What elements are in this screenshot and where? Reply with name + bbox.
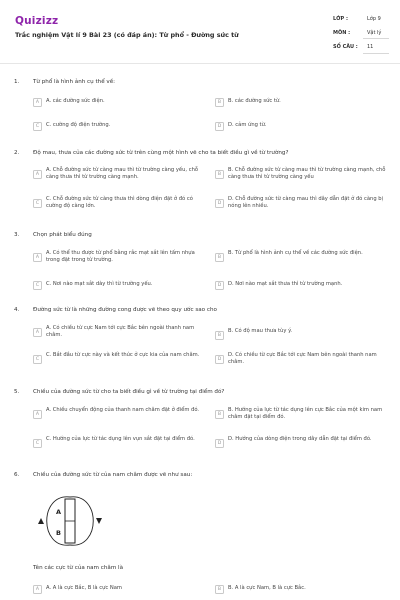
- option-text: B. Từ phổ là hình ảnh cụ thể về các đường sức điện.: [228, 250, 363, 256]
- question-number: 4.: [14, 307, 20, 313]
- option-text: C. Chỗ đường sức từ càng thưa thì dòng điện đặt ở đó có cường độ càng lớn.: [46, 196, 193, 210]
- pole-label-b: B: [56, 529, 61, 537]
- quizizz-logo: Quizizz: [15, 15, 59, 27]
- worksheet-title: Trắc nghiệm Vật lí 9 Bài 23 (có đáp án): Từ phổ - Đường sức từ: [15, 31, 239, 39]
- option-text: A. A là cực Bắc, B là cực Nam: [46, 585, 122, 591]
- option-text: A. Có chiều từ cực Nam tới cực Bắc bên ngoài thanh nam châm.: [46, 325, 195, 339]
- option-letter-box: C: [33, 281, 42, 290]
- option-letter-box: D: [215, 122, 224, 131]
- option-text: B. Hướng của lực từ tác dụng lên cực Bắc của một kim nam châm đặt tại điểm đó.: [228, 407, 383, 421]
- option-text: D. Hướng của dòng điện trong dây dẫn đặt tại điểm đó.: [228, 436, 372, 442]
- option-letter-box: B: [215, 170, 224, 179]
- question-text: Đường sức từ là những đường cong được vẽ theo quy ước sao cho: [33, 307, 217, 313]
- option-text: D. Nơi nào mạt sắt thưa thì từ trường mạnh.: [228, 281, 343, 287]
- option-letter-box: C: [33, 122, 42, 131]
- option-letter-box: A: [33, 170, 42, 179]
- option-text: C. cường độ điện trường.: [46, 122, 111, 128]
- magnet-field-diagram: [35, 491, 105, 551]
- arrow-left-icon: [38, 518, 44, 524]
- question-subtext: Tên các cực từ của nam châm là: [33, 565, 124, 571]
- option-text: C. Hướng của lực từ tác dụng lên vụn sắt đặt tại điểm đó.: [46, 436, 195, 442]
- option-text: D. cảm ứng từ.: [228, 122, 267, 128]
- meta-subject-underline: [363, 38, 389, 39]
- question-number: 3.: [14, 232, 20, 238]
- pole-label-a: A: [56, 508, 62, 516]
- option-letter-box: B: [215, 253, 224, 262]
- question-number: 1.: [14, 79, 20, 85]
- option-text: B. Có độ mau thưa tùy ý.: [228, 328, 293, 334]
- question-number: 2.: [14, 150, 20, 156]
- option-letter-box: A: [33, 585, 42, 594]
- option-text: A. Chiều chuyển động của thanh nam châm đặt ở điểm đó.: [46, 407, 200, 413]
- option-text: A. các đường sức điện.: [46, 98, 105, 104]
- option-letter-box: C: [33, 355, 42, 364]
- option-letter-box: B: [215, 98, 224, 107]
- option-letter-box: C: [33, 439, 42, 448]
- option-text: B. Chỗ đường sức từ càng mau thì từ trường càng mạnh, chỗ càng thưa thì từ trường càng yếu: [228, 167, 386, 181]
- meta-count-underline: [363, 53, 389, 54]
- question-text: Chiều của đường sức từ cho ta biết điều gì về từ trường tại điểm đó?: [33, 389, 225, 395]
- option-text: B. A là cực Nam, B là cực Bắc.: [228, 585, 306, 591]
- meta-grade-label: LỚP :: [333, 16, 348, 22]
- option-text: C. Nơi nào mạt sắt dày thì từ trường yếu.: [46, 281, 153, 287]
- meta-subject-value: Vật lý: [367, 30, 382, 36]
- option-letter-box: D: [215, 199, 224, 208]
- question-text: Độ mau, thưa của các đường sức từ trên cùng một hình vẽ cho ta biết điều gì về từ trường?: [33, 150, 289, 156]
- meta-count-label: SỐ CÂU :: [333, 44, 358, 50]
- meta-count-value: 11: [367, 44, 374, 50]
- option-letter-box: A: [33, 328, 42, 337]
- option-text: B. các đường sức từ.: [228, 98, 281, 104]
- option-letter-box: B: [215, 410, 224, 419]
- option-letter-box: D: [215, 355, 224, 364]
- option-letter-box: A: [33, 410, 42, 419]
- option-text: A. Chỗ đường sức từ càng mau thì từ trường càng yếu, chỗ càng thưa thì từ trường càng mạnh.: [46, 167, 199, 181]
- option-letter-box: A: [33, 253, 42, 262]
- question-text: Chiều của đường sức từ của nam châm được vẽ như sau:: [33, 472, 193, 478]
- arrow-right-icon: [96, 518, 102, 524]
- option-letter-box: B: [215, 331, 224, 340]
- option-text: A. Có thể thu được từ phổ bằng rắc mạt sắt lên tấm nhựa trong đặt trong từ trường.: [46, 250, 195, 264]
- option-letter-box: B: [215, 585, 224, 594]
- question-text: Chọn phát biểu đúng: [33, 232, 92, 238]
- question-number: 6.: [14, 472, 20, 478]
- option-letter-box: C: [33, 199, 42, 208]
- meta-subject-label: MÔN :: [333, 30, 351, 36]
- question-number: 5.: [14, 389, 20, 395]
- option-text: D. Chỗ đường sức từ càng mau thì dây dẫn đặt ở đó càng bị nóng lên nhiều.: [228, 196, 383, 210]
- worksheet-header: [0, 0, 400, 64]
- question-text: Từ phổ là hình ảnh cụ thể về:: [33, 79, 116, 85]
- meta-grade-value: Lớp 9: [367, 16, 381, 22]
- option-letter-box: D: [215, 281, 224, 290]
- option-letter-box: A: [33, 98, 42, 107]
- option-text: D. Có chiều từ cực Bắc tới cực Nam bên ngoài thanh nam châm.: [228, 352, 377, 366]
- option-text: C. Bắt đầu từ cực này và kết thúc ở cực kia của nam châm.: [46, 352, 200, 358]
- option-letter-box: D: [215, 439, 224, 448]
